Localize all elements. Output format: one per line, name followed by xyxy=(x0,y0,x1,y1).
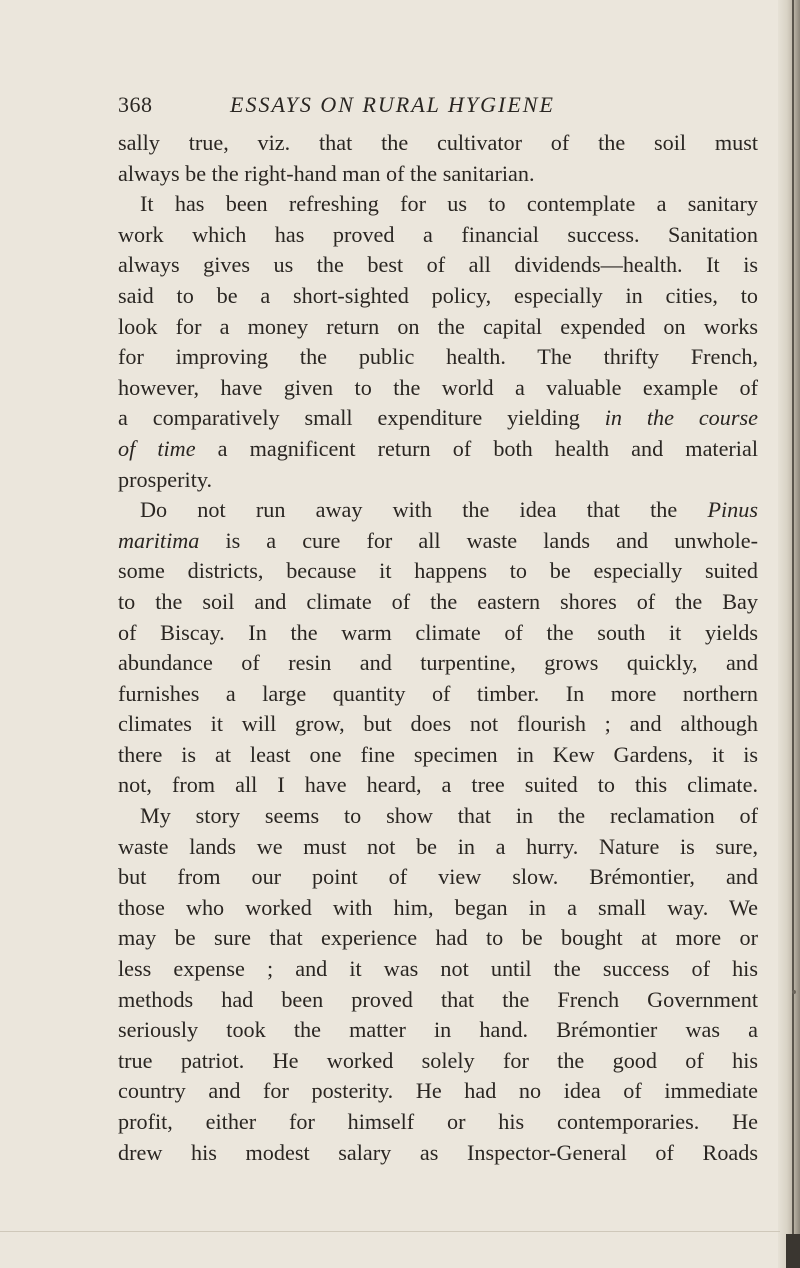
page-edge-line xyxy=(792,0,794,1268)
fold-line xyxy=(0,1231,780,1232)
text-line: prosperity. xyxy=(118,466,213,492)
text-line: sally true, viz. that the cultivator of the soil must xyxy=(118,130,758,155)
text-line: always be the right-hand man of the sanitarian. xyxy=(118,160,535,186)
text-line: seriously took the matter in hand. Brémontier was a xyxy=(118,1017,758,1043)
page-edge xyxy=(778,0,800,1268)
text-line: abundance of resin and turpentine, grows quickly, and xyxy=(118,650,758,676)
text-line: but from our point of view slow. Brémontier, and xyxy=(118,864,758,890)
text-line: maritima is a cure for all waste lands and unwhole- xyxy=(118,527,758,553)
text-line: climates it will grow, but does not flourish ; and although xyxy=(118,711,758,737)
body-text xyxy=(118,128,758,1168)
text-line: country and for posterity. He had no idea of immediate xyxy=(118,1078,758,1104)
text-line: for improving the public health. The thrifty French, xyxy=(118,344,758,370)
text-line: of time a magnificent return of both health and material xyxy=(118,435,758,461)
text-line: some districts, because it happens to be especially suited xyxy=(118,558,758,584)
text-line: to the soil and climate of the eastern shores of the Bay xyxy=(118,588,758,614)
text-line: profit, either for himself or his contemporaries. He xyxy=(118,1109,758,1134)
running-title: ESSAYS ON RURAL HYGIENE xyxy=(230,92,555,117)
text-line: work which has proved a financial success. Sanitation xyxy=(118,221,758,247)
text-line: may be sure that experience had to be bought at more or xyxy=(118,925,758,951)
text-line: however, have given to the world a valuable example of xyxy=(118,374,758,400)
text-line: a comparatively small expenditure yielding in the course xyxy=(118,405,758,431)
page-number: 368 xyxy=(118,92,153,117)
margin-mark xyxy=(792,990,796,994)
text-line: said to be a short-sighted policy, especially in cities, to xyxy=(118,282,758,308)
text-line: furnishes a large quantity of timber. In more northern xyxy=(118,680,758,706)
corner-mark xyxy=(786,1234,800,1268)
text-line: drew his modest salary as Inspector-General of Roads xyxy=(118,1139,758,1165)
text-line: those who worked with him, began in a small way. We xyxy=(118,894,758,920)
text-line: not, from all I have heard, a tree suited to this climate. xyxy=(118,772,758,798)
running-head xyxy=(118,92,758,122)
text-line: less expense ; and it was not until the success of his xyxy=(118,956,758,982)
text-line: true patriot. He worked solely for the good of his xyxy=(118,1047,758,1073)
text-line: there is at least one fine specimen in Kew Gardens, it is xyxy=(118,741,758,767)
text-line: methods had been proved that the French Government xyxy=(118,986,758,1012)
text-line: Do not run away with the idea that the Pinus xyxy=(140,497,758,523)
text-line: waste lands we must not be in a hurry. Nature is sure, xyxy=(118,833,758,859)
text-line: of Biscay. In the warm climate of the south it yields xyxy=(118,619,758,645)
text-line: My story seems to show that in the reclamation of xyxy=(140,803,758,829)
text-line: always gives us the best of all dividends—health. It is xyxy=(118,252,758,278)
text-line: look for a money return on the capital expended on works xyxy=(118,313,758,339)
text-line: It has been refreshing for us to contemplate a sanitary xyxy=(140,191,758,217)
